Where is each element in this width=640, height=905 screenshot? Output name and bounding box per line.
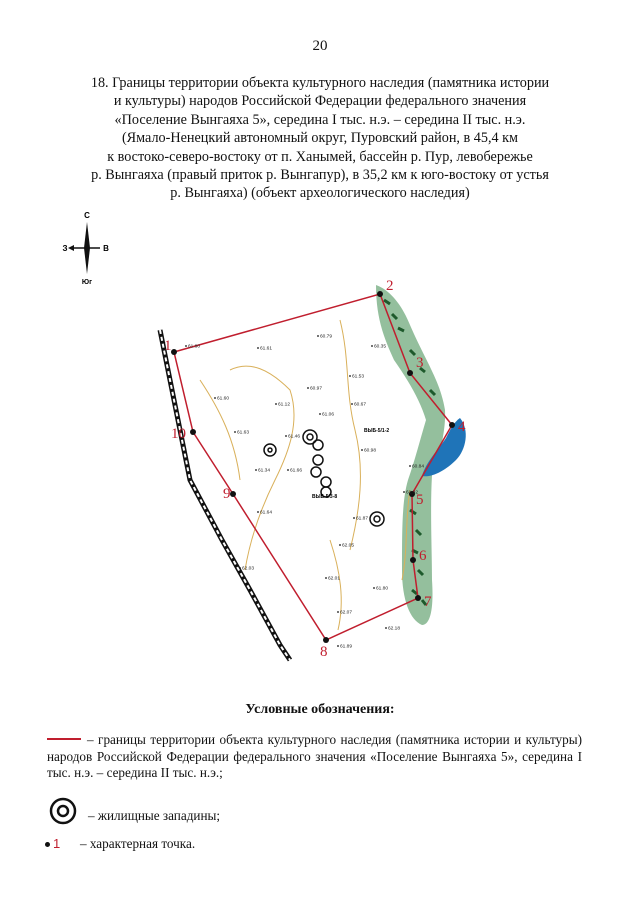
title-line: (Ямало-Ненецкий автономный округ, Пуровский район, в 45,4 км: [121, 130, 519, 147]
elevation-label: 61.61: [260, 346, 273, 352]
title-line: и культуры) народов Российской Федерации федерального значения: [113, 93, 527, 110]
elevation-label: 61.46: [288, 434, 301, 440]
boundary-point: [410, 557, 416, 563]
elevation-mark: [317, 335, 319, 337]
title-line: «Поселение Вынгаяха 5», середина I тыс. н.э. – середина II тыс. н.э.: [114, 111, 526, 128]
boundary-swatch: [47, 738, 81, 740]
contour-line: [330, 540, 341, 630]
legend-point: [40, 836, 340, 856]
legend-point-text: – характерная точка.: [80, 836, 196, 851]
boundary-point-label: 6: [419, 548, 427, 564]
elevation-label: 60.84: [412, 464, 425, 470]
boundary-point-label: 9: [223, 486, 231, 502]
elevation-label: 60.98: [364, 448, 377, 454]
elevation-label: 61.06: [322, 412, 335, 418]
elevation-mark: [257, 511, 259, 513]
elevation-mark: [337, 611, 339, 613]
contour-line: [200, 380, 240, 480]
elevation-label: 60.67: [354, 402, 367, 408]
legend-boundary-text: – границы территории объекта культурного наследия (памятника истории и культуры) народов Российской Федерации федерального значения «Поселение Вынгаяха 5», середина I тыс. н.э. – середина II тыс. н.э.;: [47, 732, 582, 780]
elevation-mark: [234, 431, 236, 433]
pit-outer: [313, 455, 323, 465]
pit-outer: [370, 512, 384, 526]
elevation-mark: [255, 469, 257, 471]
boundary-point-label: 10: [171, 426, 186, 442]
boundary-point: [190, 429, 196, 435]
pit-outer: [264, 444, 276, 456]
compass-rose: [62, 208, 112, 288]
site-map: [140, 280, 480, 670]
elevation-label: 62.18: [388, 626, 401, 632]
elevation-label: 61.80: [188, 344, 201, 350]
elevation-mark: [337, 645, 339, 647]
compass-south: Юг: [81, 279, 93, 286]
dwelling-pits: [264, 430, 384, 526]
boundary-point: [377, 291, 383, 297]
pit-inner: [307, 434, 313, 440]
compass-west: З: [62, 244, 68, 253]
compass-ew-arrow: [68, 245, 74, 251]
pit-outer: [311, 467, 321, 477]
elevation-label: 61.12: [278, 402, 291, 408]
elevation-mark: [307, 387, 309, 389]
elevation-mark: [339, 544, 341, 546]
legend-pits: [44, 796, 344, 826]
elevation-label: 62.07: [340, 610, 353, 616]
contour-line: [340, 320, 360, 550]
elevation-mark: [287, 469, 289, 471]
pit-label: ВЫБ-5/1-2: [364, 428, 390, 434]
boundary-point: [230, 491, 236, 497]
boundary-point-label: 1: [164, 338, 172, 354]
legend-pits-text: – жилищные западины;: [88, 808, 221, 823]
elevation-label: 61.53: [352, 374, 365, 380]
dwelling-pit-icon: [48, 796, 78, 826]
elevation-label: 62.05: [342, 543, 355, 549]
elevation-label: 61.64: [260, 510, 273, 516]
elevation-label: 61.02: [406, 490, 419, 496]
boundary-point: [415, 595, 421, 601]
elevation-label: 62.01: [328, 576, 341, 582]
pit-inner: [374, 516, 380, 522]
pit-label: ВЫБ-5/3-8: [312, 494, 338, 500]
elevation-mark: [353, 517, 355, 519]
elevation-label: 61.60: [217, 396, 230, 402]
title-line: р. Вынгаяха) (объект археологического наследия): [170, 185, 470, 202]
elevation-label: 61.89: [340, 644, 353, 650]
boundary-point-label: 2: [386, 280, 394, 294]
elevation-mark: [361, 449, 363, 451]
boundary-point: [171, 349, 177, 355]
elevation-mark: [239, 567, 241, 569]
legend-boundary: [47, 732, 582, 782]
title-line: к востоко-северо-востоку от п. Ханымей, бассейн р. Пур, левобережье: [107, 148, 533, 165]
title-line: 18. Границы территории объекта культурного наследия (памятника истории: [90, 75, 550, 91]
elevation-label: 60.97: [310, 386, 323, 392]
legend-heading: Условные обозначения:: [245, 702, 395, 717]
compass-north: С: [84, 211, 90, 220]
page-title: [60, 74, 580, 203]
elevation-mark: [349, 375, 351, 377]
elevation-mark: [403, 491, 405, 493]
elevation-mark: [214, 397, 216, 399]
elevation-mark: [285, 435, 287, 437]
elevation-label: 62.03: [242, 566, 255, 572]
boundary-point-label: 7: [424, 594, 432, 610]
boundary-point-label: 8: [320, 644, 328, 660]
point-dot-icon: [45, 842, 50, 847]
elevation-mark: [185, 345, 187, 347]
elevation-mark: [409, 465, 411, 467]
elevation-label: 61.34: [258, 468, 271, 474]
elevation-mark: [325, 577, 327, 579]
boundary-point-label: 3: [416, 355, 424, 371]
title-line: р. Вынгаяха (правый приток р. Вынгапур), в 35,2 км к юго-востоку от устья: [91, 167, 549, 184]
elevation-label: 61.87: [356, 516, 369, 522]
elevation-label: 61.66: [290, 468, 303, 474]
boundary-point: [449, 422, 455, 428]
elevation-mark: [351, 403, 353, 405]
page-number: 20: [312, 38, 328, 54]
pit-outer: [313, 440, 323, 450]
elevation-mark: [257, 347, 259, 349]
compass-east: В: [103, 244, 109, 253]
elevation-mark: [319, 413, 321, 415]
elevation-mark: [275, 403, 277, 405]
boundary-point: [407, 370, 413, 376]
pit-inner: [268, 448, 272, 452]
boundary-point: [323, 637, 329, 643]
boundary-point-label: 4: [458, 419, 466, 435]
elevation-mark: [373, 587, 375, 589]
elevation-label: 60.79: [320, 334, 333, 340]
elevation-label: 60.35: [374, 344, 387, 350]
elevation-label: 61.63: [237, 430, 250, 436]
elevation-mark: [371, 345, 373, 347]
boundary-point-label: 5: [416, 492, 424, 508]
elevation-mark: [385, 627, 387, 629]
elevation-label: 61.80: [376, 586, 389, 592]
legend-point-number: 1: [53, 836, 61, 851]
pit-outer: [321, 477, 331, 487]
